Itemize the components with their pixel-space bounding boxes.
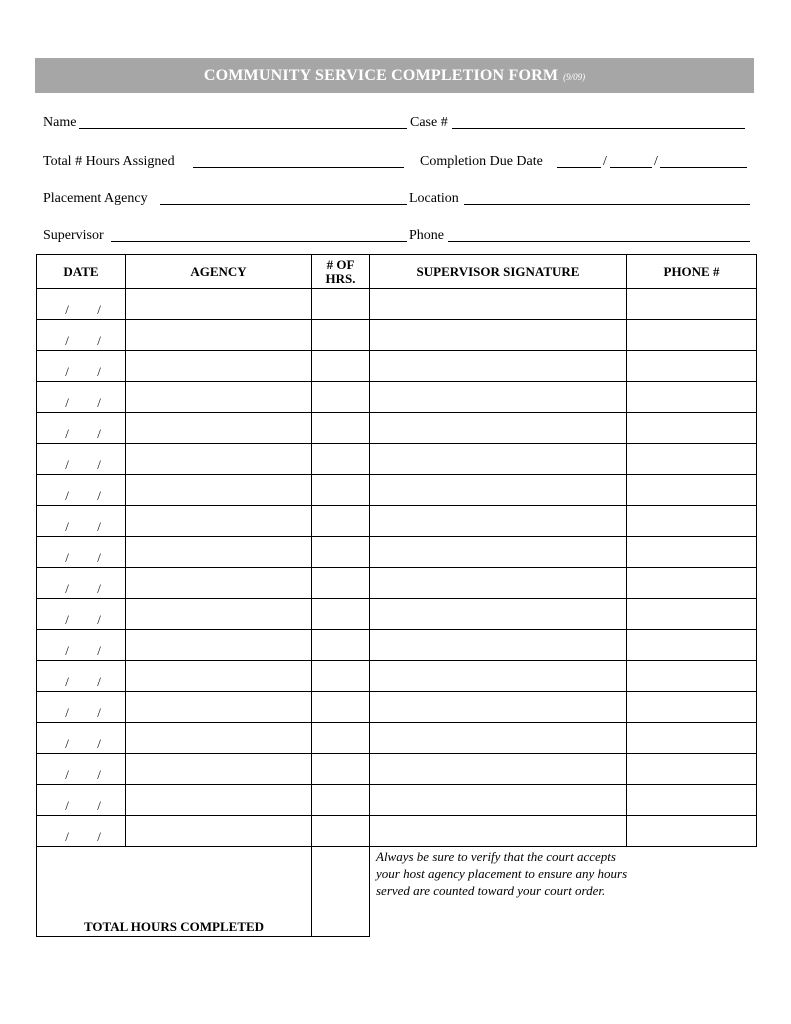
agency-cell[interactable] [126,413,312,444]
agency-cell[interactable] [126,723,312,754]
date-separator: / [97,519,101,534]
agency-column-header: AGENCY [126,255,312,289]
date-separator: / [65,705,69,720]
date-separator: / [97,674,101,689]
table-row [37,661,757,692]
table-row [37,320,757,351]
phone-cell[interactable] [627,692,757,723]
supervisor-signature-cell[interactable] [370,599,627,630]
agency-cell[interactable] [126,816,312,847]
case-number-field[interactable] [452,128,745,129]
hours-cell[interactable] [312,630,370,661]
phone-cell[interactable] [627,599,757,630]
date-separator: / [65,395,69,410]
hours-cell[interactable] [312,444,370,475]
table-row [37,444,757,475]
table-row [37,413,757,444]
date-cell[interactable] [37,723,126,754]
table-row [37,630,757,661]
phone-cell[interactable] [627,661,757,692]
supervisor-signature-cell[interactable] [370,537,627,568]
date-separator: / [65,488,69,503]
phone-cell[interactable] [627,754,757,785]
due-date-year-field[interactable] [660,167,747,168]
supervisor-signature-cell[interactable] [370,785,627,816]
service-log-table [36,254,757,937]
table-row [37,475,757,506]
hours-cell[interactable] [312,785,370,816]
date-cell[interactable] [37,599,126,630]
phone-cell[interactable] [627,723,757,754]
phone-cell[interactable] [627,816,757,847]
table-row [37,506,757,537]
phone-field[interactable] [448,241,750,242]
date-separator: / [97,302,101,317]
supervisor-signature-cell[interactable] [370,568,627,599]
phone-cell[interactable] [627,506,757,537]
hours-cell[interactable] [312,568,370,599]
placement-agency-label: Placement Agency [43,191,148,206]
phone-cell[interactable] [627,630,757,661]
date-separator: / [65,519,69,534]
supervisor-label: Supervisor [43,228,104,243]
date-separator: / [65,550,69,565]
date-cell[interactable] [37,320,126,351]
agency-cell[interactable] [126,351,312,382]
agency-cell[interactable] [126,475,312,506]
date-cell[interactable] [37,568,126,599]
date-separator: / [65,426,69,441]
table-row [37,754,757,785]
agency-cell[interactable] [126,661,312,692]
hours-cell[interactable] [312,382,370,413]
agency-cell[interactable] [126,568,312,599]
supervisor-signature-cell[interactable] [370,351,627,382]
date-separator: / [97,581,101,596]
placement-agency-field[interactable] [160,204,407,205]
supervisor-signature-cell[interactable] [370,661,627,692]
supervisor-signature-cell[interactable] [370,723,627,754]
location-label: Location [409,191,459,206]
agency-cell[interactable] [126,320,312,351]
date-separator: / [97,333,101,348]
table-row [37,351,757,382]
date-separator: / [65,674,69,689]
form-title: COMMUNITY SERVICE COMPLETION FORM [203,66,559,84]
agency-cell[interactable] [126,692,312,723]
date-cell[interactable] [37,413,126,444]
supervisor-signature-cell[interactable] [370,289,627,320]
agency-cell[interactable] [126,754,312,785]
date-separator: / [65,612,69,627]
table-row [37,568,757,599]
agency-cell[interactable] [126,506,312,537]
hours-cell[interactable] [312,599,370,630]
supervisor-signature-cell[interactable] [370,413,627,444]
table-row [37,289,757,320]
phone-cell[interactable] [627,289,757,320]
hours-cell[interactable] [312,413,370,444]
date-cell[interactable] [37,289,126,320]
supervisor-signature-cell[interactable] [370,382,627,413]
date-separator: / [97,457,101,472]
hours-cell[interactable] [312,289,370,320]
hours-cell[interactable] [312,506,370,537]
table-header-row [37,255,757,289]
date-separator: / [97,736,101,751]
supervisor-signature-cell[interactable] [370,692,627,723]
date-cell[interactable] [37,630,126,661]
table-row [37,537,757,568]
date-cell[interactable] [37,537,126,568]
agency-cell[interactable] [126,785,312,816]
due-date-month-field[interactable] [557,167,601,168]
supervisor-signature-column-header: SUPERVISOR SIGNATURE [370,255,627,289]
date-separator: / [65,829,69,844]
hours-cell[interactable] [312,692,370,723]
hours-cell[interactable] [312,537,370,568]
date-cell[interactable] [37,661,126,692]
date-separator: / [97,798,101,813]
agency-cell[interactable] [126,382,312,413]
hours-cell[interactable] [312,661,370,692]
supervisor-signature-cell[interactable] [370,506,627,537]
date-separator: / [65,333,69,348]
date-separator: / [97,426,101,441]
date-cell[interactable] [37,816,126,847]
phone-cell[interactable] [627,475,757,506]
total-hours-cell[interactable] [312,847,370,937]
date-cell[interactable] [37,382,126,413]
court-verification-note: Always be sure to verify that the court accepts your host agency placement to ensure any hours served are counted toward your court order. [376,849,628,898]
phone-cell[interactable] [627,413,757,444]
supervisor-signature-cell[interactable] [370,630,627,661]
hours-column-header: # OF HRS. [312,255,370,289]
date-cell[interactable] [37,444,126,475]
phone-cell[interactable] [627,568,757,599]
phone-cell[interactable] [627,444,757,475]
total-hours-assigned-field[interactable] [193,167,404,168]
phone-cell[interactable] [627,537,757,568]
hours-cell[interactable] [312,320,370,351]
date-separator: / [65,364,69,379]
table-row [37,692,757,723]
hours-cell[interactable] [312,723,370,754]
date-cell[interactable] [37,351,126,382]
table-row [37,785,757,816]
supervisor-signature-cell[interactable] [370,475,627,506]
supervisor-signature-cell[interactable] [370,816,627,847]
table-row [37,816,757,847]
date-cell[interactable] [37,754,126,785]
form-title-bar [35,58,754,93]
supervisor-field[interactable] [111,241,407,242]
hours-cell[interactable] [312,351,370,382]
date-separator: / [97,395,101,410]
name-label: Name [43,115,77,130]
completion-due-date-label: Completion Due Date [420,154,543,169]
total-hours-label: TOTAL HOURS COMPLETED [37,847,312,937]
note-cell [370,847,757,937]
phone-label: Phone [409,228,444,243]
agency-cell[interactable] [126,630,312,661]
date-separator: / [65,457,69,472]
date-cell[interactable] [37,506,126,537]
supervisor-signature-cell[interactable] [370,444,627,475]
date-cell[interactable] [37,785,126,816]
phone-cell[interactable] [627,382,757,413]
date-separator: / [65,643,69,658]
date-separator: / [97,767,101,782]
supervisor-signature-cell[interactable] [370,320,627,351]
case-number-label: Case # [410,115,448,130]
phone-cell[interactable] [627,320,757,351]
phone-column-header: PHONE # [627,255,757,289]
total-row [37,847,757,937]
table-row [37,599,757,630]
agency-cell[interactable] [126,444,312,475]
table-row [37,382,757,413]
agency-cell[interactable] [126,537,312,568]
hours-cell[interactable] [312,754,370,785]
due-date-separator: / [654,154,658,169]
date-separator: / [65,302,69,317]
location-field[interactable] [464,204,750,205]
date-separator: / [97,612,101,627]
hours-cell[interactable] [312,816,370,847]
date-cell[interactable] [37,692,126,723]
supervisor-signature-cell[interactable] [370,754,627,785]
date-separator: / [65,581,69,596]
date-separator: / [97,829,101,844]
due-date-day-field[interactable] [610,167,652,168]
agency-cell[interactable] [126,599,312,630]
form-version: (9/09) [563,72,586,82]
agency-cell[interactable] [126,289,312,320]
total-hours-assigned-label: Total # Hours Assigned [43,154,175,169]
hours-cell[interactable] [312,475,370,506]
date-cell[interactable] [37,475,126,506]
date-separator: / [97,643,101,658]
date-column-header: DATE [37,255,126,289]
date-separator: / [97,705,101,720]
date-separator: / [65,736,69,751]
phone-cell[interactable] [627,351,757,382]
date-separator: / [65,767,69,782]
date-separator: / [65,798,69,813]
due-date-separator: / [603,154,607,169]
date-separator: / [97,488,101,503]
date-separator: / [97,550,101,565]
name-field[interactable] [79,128,407,129]
log-rows [37,289,757,847]
table-row [37,723,757,754]
date-separator: / [97,364,101,379]
phone-cell[interactable] [627,785,757,816]
